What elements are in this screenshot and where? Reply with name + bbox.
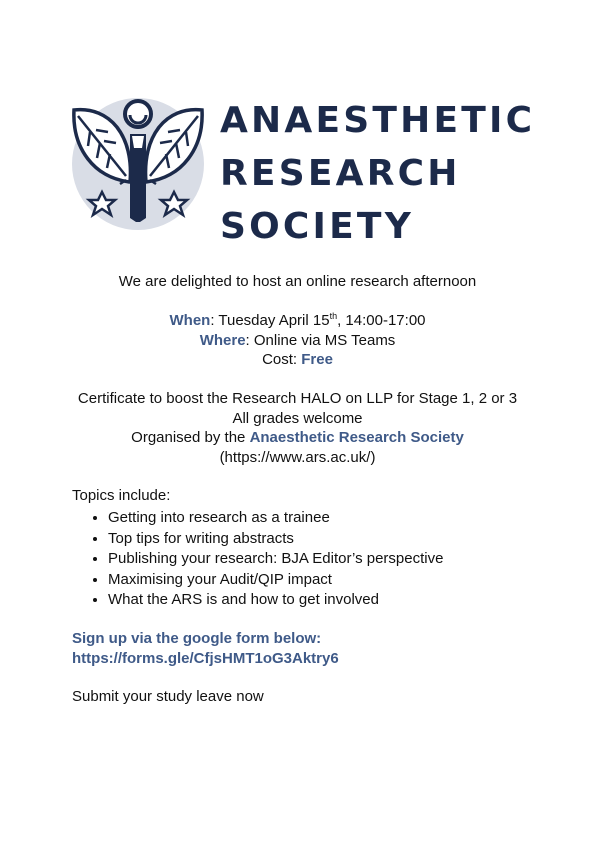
when-line bbox=[0, 311, 595, 331]
logo-line-3: SOCIETY bbox=[220, 206, 414, 247]
signup-text: Sign up via the google form below: bbox=[72, 630, 322, 647]
list-item: • Publishing your research: BJA Editor’s perspective bbox=[108, 549, 443, 570]
list-item: • Maximising your Audit/QIP impact bbox=[108, 570, 443, 591]
signup-section bbox=[72, 629, 339, 669]
website-link[interactable]: (https://www.ars.ac.uk/) bbox=[219, 449, 376, 466]
intro-text: We are delighted to host an online research afternoon bbox=[118, 273, 477, 290]
logo-line-2: RESEARCH bbox=[220, 153, 461, 194]
topics-section bbox=[72, 486, 443, 611]
when-ordinal: th bbox=[329, 311, 338, 321]
signup-form-link[interactable]: https://forms.gle/CfjsHMT1oG3Aktry6 bbox=[72, 650, 339, 667]
certificate-text: Certificate to boost the Research HALO on LLP for Stage 1, 2 or 3 bbox=[77, 390, 518, 407]
cost-value: Free bbox=[301, 351, 333, 368]
when-label: When bbox=[169, 312, 211, 329]
where-line bbox=[0, 331, 595, 351]
list-item: • Getting into research as a trainee bbox=[108, 508, 443, 529]
topics-heading: Topics include: bbox=[72, 487, 171, 504]
logo-wordmark bbox=[220, 94, 535, 253]
ars-logo bbox=[70, 92, 536, 247]
topics-list bbox=[72, 508, 443, 611]
when-date: : Tuesday April 15 bbox=[210, 312, 330, 329]
organiser-line bbox=[0, 428, 595, 448]
list-item: • What the ARS is and how to get involved bbox=[108, 590, 443, 611]
when-time: , 14:00-17:00 bbox=[337, 312, 426, 329]
study-leave-text: Submit your study leave now bbox=[72, 688, 264, 705]
where-value: : Online via MS Teams bbox=[245, 332, 396, 349]
organiser-name: Anaesthetic Research Society bbox=[249, 429, 464, 446]
grades-text: All grades welcome bbox=[232, 410, 363, 427]
organised-by-label: Organised by the bbox=[131, 429, 250, 446]
list-item: • Top tips for writing abstracts bbox=[108, 529, 443, 550]
logo-line-1: ANAESTHETIC bbox=[220, 100, 536, 141]
cost-line bbox=[0, 350, 595, 370]
leaf-person-emblem-icon bbox=[70, 96, 206, 232]
cost-label: Cost: bbox=[262, 351, 302, 368]
where-label: Where bbox=[199, 332, 246, 349]
